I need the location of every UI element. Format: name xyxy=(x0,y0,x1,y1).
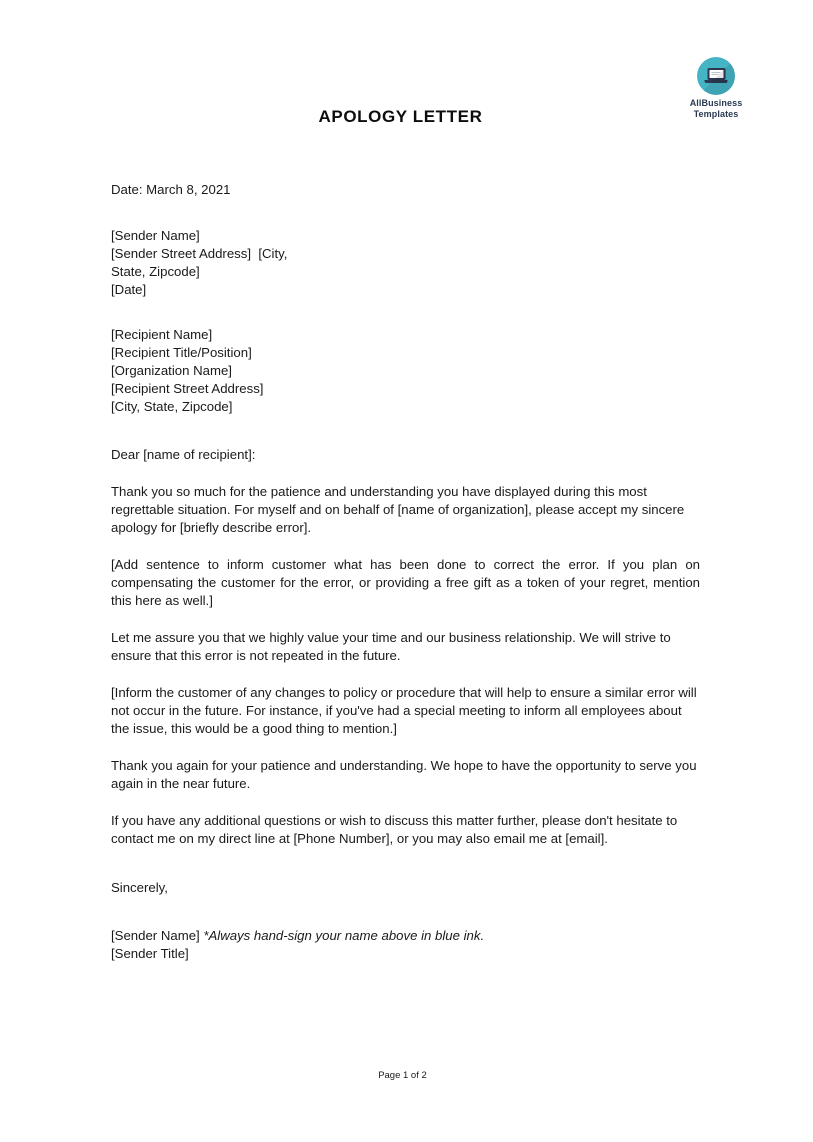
signature-name-line xyxy=(111,927,700,945)
recipient-line: [Recipient Title/Position] xyxy=(111,345,252,360)
spacer-after-salutation xyxy=(111,464,700,483)
body-paragraph-6: If you have any additional questions or wish to discuss this matter further, please don't hesitate to contact me on my direct line at [Phone Number], or you may also email me at [email]. xyxy=(111,813,678,846)
sender-line: State, Zipcode] xyxy=(111,264,200,279)
spacer-paragraph xyxy=(111,610,700,629)
page-footer xyxy=(0,1070,813,1081)
sender-line: [Sender Name] xyxy=(111,228,200,243)
recipient-address-block xyxy=(111,326,700,416)
date-line: Date: March 8, 2021 xyxy=(111,182,231,197)
brand-name-line-2: Templates xyxy=(693,109,739,119)
recipient-line: [Organization Name] xyxy=(111,363,232,378)
spacer-paragraph xyxy=(111,738,700,757)
recipient-line: [City, State, Zipcode] xyxy=(111,399,233,414)
sender-line: [Date] xyxy=(111,282,147,297)
closing-salutation: Sincerely, xyxy=(111,880,168,895)
brand-name-line-1: AllBusiness xyxy=(689,98,743,108)
body-paragraph-4: [Inform the customer of any changes to policy or procedure that will help to ensure a similar error will not occur in the future. For instance, if you've had a special meeting to inform all employees about the issue, this would be a good thing to mention.] xyxy=(111,685,697,736)
signature-title: [Sender Title] xyxy=(111,946,189,961)
spacer-after-date xyxy=(111,199,700,227)
signature-space xyxy=(111,897,700,927)
signature-name: [Sender Name] xyxy=(111,928,204,943)
spacer-paragraph xyxy=(111,665,700,684)
spacer-paragraph xyxy=(111,537,700,556)
recipient-line: [Recipient Street Address] xyxy=(111,381,264,396)
sender-line: [Sender Street Address] [City, xyxy=(111,246,288,261)
logo-circle xyxy=(697,57,735,95)
page-title xyxy=(0,107,813,127)
body-paragraph-1: Thank you so much for the patience and understanding you have displayed during this most regrettable situation. For myself and on behalf of [name of organization], please accept my sincere apology for [briefly describe error]. xyxy=(111,484,685,535)
spacer-after-sender xyxy=(111,299,700,326)
spacer-before-closing xyxy=(111,848,700,879)
body-paragraph-3: Let me assure you that we highly value your time and our business relationship. We will strive to ensure that this error is not repeated in the future. xyxy=(111,630,671,663)
body-paragraph-2: [Add sentence to inform customer what has been done to correct the error. If you plan on compensating the customer for the error, or providing a free gift as a token of your regret, mention this here as well.] xyxy=(111,557,700,608)
signature-note: *Always hand-sign your name above in blue ink. xyxy=(203,928,485,943)
letter-body xyxy=(111,181,700,963)
spacer-after-recipient xyxy=(111,416,700,446)
page-title-text: APOLOGY LETTER xyxy=(318,107,483,126)
spacer-paragraph xyxy=(111,793,700,812)
page-number: Page 1 of 2 xyxy=(378,1070,427,1081)
sender-address-block xyxy=(111,227,700,299)
body-paragraph-5: Thank you again for your patience and understanding. We hope to have the opportunity to serve you again in the near future. xyxy=(111,758,697,791)
logo-shadow xyxy=(697,57,735,95)
recipient-line: [Recipient Name] xyxy=(111,327,213,342)
salutation: Dear [name of recipient]: xyxy=(111,447,256,462)
signature-block xyxy=(111,927,700,963)
